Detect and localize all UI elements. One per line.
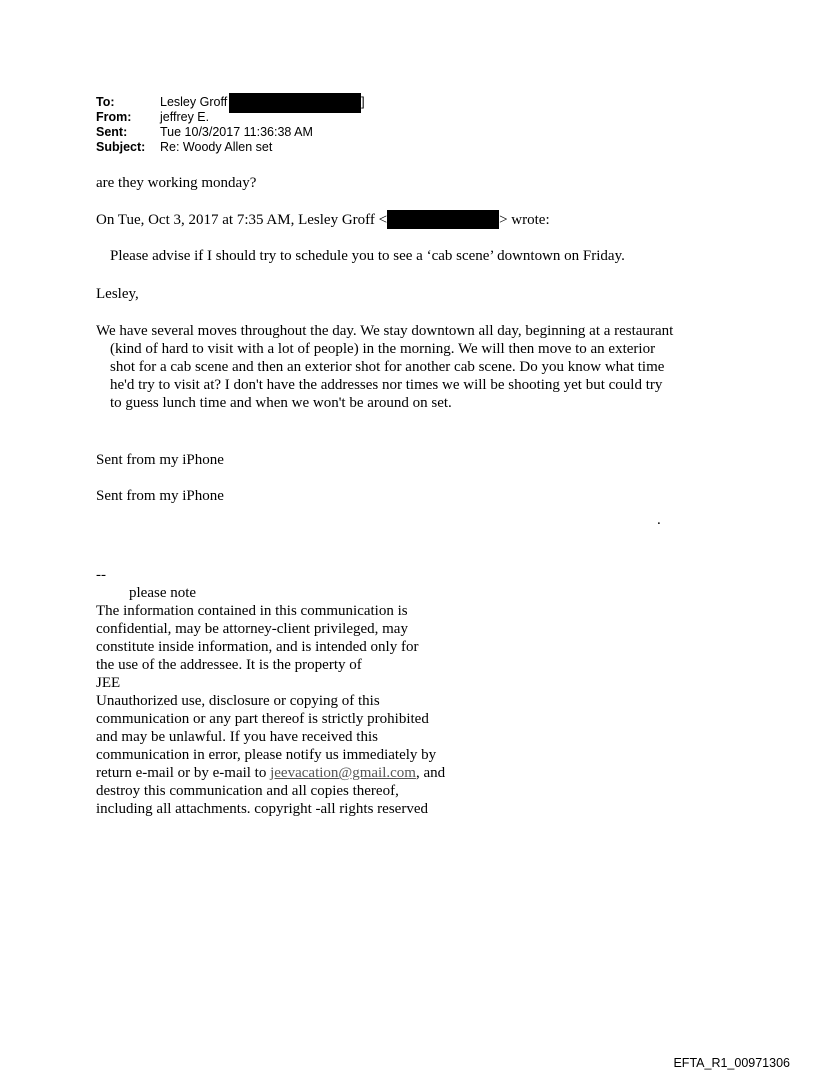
sent-value: Tue 10/3/2017 11:36:38 AM [160, 125, 313, 139]
disclaimer-line: communication in error, please notify us immediately by [96, 747, 437, 763]
disclaimer-line: communication or any part thereof is strictly prohibited [96, 711, 429, 727]
signature-1: Sent from my iPhone [96, 452, 224, 468]
email-link[interactable]: jeevacation@gmail.com [270, 765, 416, 781]
to-row [96, 95, 365, 110]
email-header [96, 95, 365, 155]
email-line [96, 764, 516, 782]
disclaimer-line: JEE [96, 675, 121, 691]
paragraph-line: he'd try to visit at? I don't have the addresses nor times we will be shooting yet but could try [110, 377, 663, 393]
paragraph-line: to guess lunch time and when we won't be around on set. [110, 395, 452, 411]
to-value: Lesley Groff [160, 95, 228, 109]
paragraph-line: shot for a cab scene and then an exterior shot for another cab scene. Do you know what time [110, 359, 665, 375]
disclaimer-line: The information contained in this communication is [96, 603, 408, 619]
from-value: jeffrey E. [160, 110, 210, 124]
from-label: From: [96, 110, 132, 124]
paragraph-line: (kind of hard to visit with a lot of people) in the morning. We will then move to an exterior [110, 341, 656, 357]
stray-dot: . [657, 512, 661, 528]
disclaimer [96, 566, 516, 818]
signature-2: Sent from my iPhone [96, 488, 224, 504]
subject-label: Subject: [96, 140, 146, 154]
quote-suffix: > wrote: [499, 211, 550, 228]
separator: -- [96, 567, 106, 583]
reply-text: are they working monday? [96, 175, 257, 191]
to-bracket: ] [361, 95, 365, 109]
subject-value: Re: Woody Allen set [160, 140, 273, 154]
disclaimer-line: constitute inside information, and is intended only for [96, 639, 419, 655]
disclaimer-line: the use of the addressee. It is the property of [96, 657, 362, 673]
subject-row [96, 140, 365, 155]
quote-header [96, 210, 550, 229]
disclaimer-line: and may be unlawful. If you have received this [96, 729, 378, 745]
email-prefix: return e-mail or by e-mail to [96, 765, 271, 781]
disclaimer-line: destroy this communication and all copies thereof, [96, 783, 399, 799]
note-heading: please note [129, 585, 197, 601]
disclaimer-line: confidential, may be attorney-client privileged, may [96, 621, 408, 637]
redaction-block [229, 93, 361, 113]
redaction-block [387, 210, 499, 229]
greeting-text: Lesley, [96, 286, 139, 302]
sent-row [96, 125, 365, 140]
disclaimer-line: including all attachments. copyright -all rights reserved [96, 801, 428, 817]
quote-prefix: On Tue, Oct 3, 2017 at 7:35 AM, Lesley Groff < [96, 211, 388, 228]
disclaimer-line: Unauthorized use, disclosure or copying of this [96, 693, 380, 709]
paragraph-line: We have several moves throughout the day. We stay downtown all day, beginning at a restaurant [96, 323, 674, 339]
sent-label: Sent: [96, 125, 128, 139]
to-label: To: [96, 95, 115, 109]
email-suffix: , and [415, 765, 446, 781]
document-id: EFTA_R1_00971306 [673, 1056, 790, 1070]
advise-text: Please advise if I should try to schedule you to see a ‘cab scene’ downtown on Friday. [110, 248, 625, 264]
message-paragraph [96, 322, 736, 412]
